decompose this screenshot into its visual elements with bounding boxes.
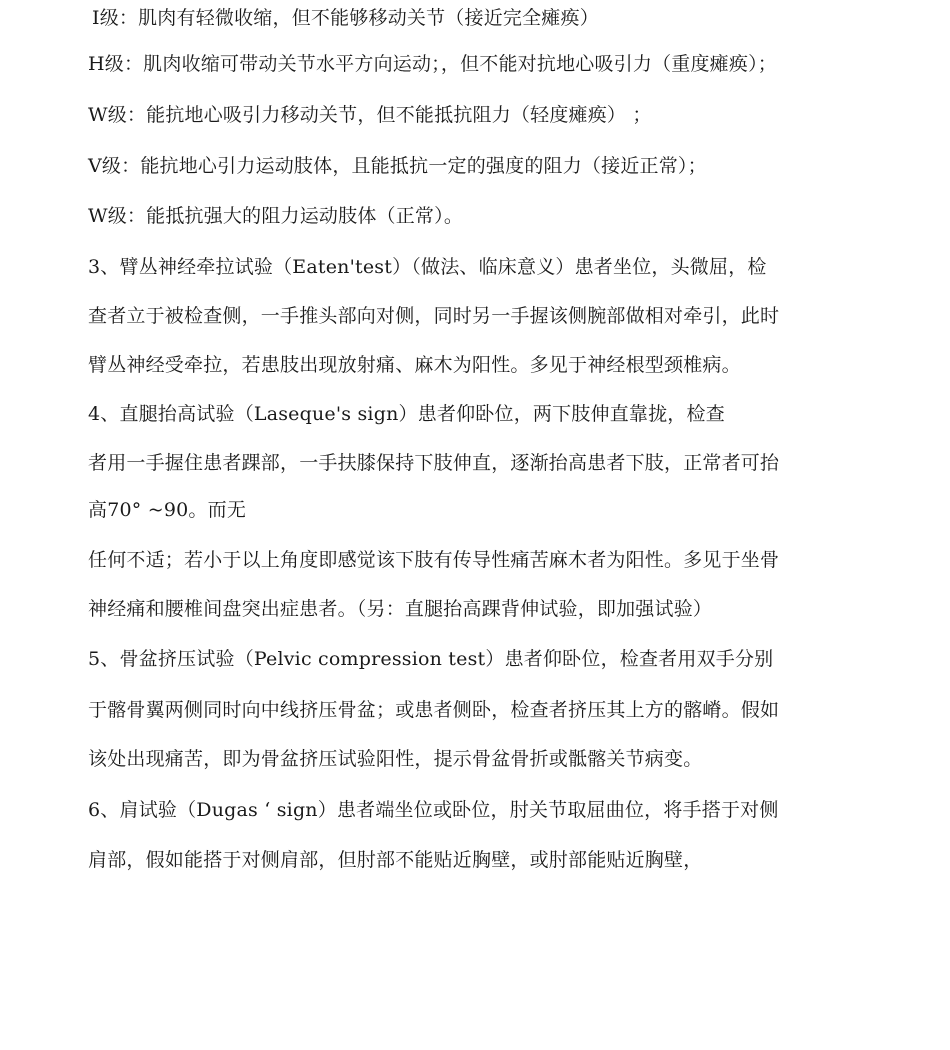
text-line-grade-1: Ⅰ级：肌肉有轻微收缩，但不能够移动关节（接近完全瘫痪）: [92, 7, 599, 29]
text-line-4b: 者用一手握住患者踝部，一手扶膝保持下肢伸直，逐渐抬高患者下肢，正常者可抬: [88, 452, 780, 474]
text-line-4a: 4、直腿抬高试验（Laseque's sign）患者仰卧位，两下肢伸直靠拢，检查: [88, 403, 725, 425]
text-line-6b: 肩部，假如能搭于对侧肩部，但肘部不能贴近胸壁，或肘部能贴近胸壁，: [88, 849, 703, 871]
text-line-grade-5: W级：能抵抗强大的阻力运动肢体（正常）。: [88, 205, 464, 227]
text-line-4e: 神经痛和腰椎间盘突出症患者。（另：直腿抬高踝背伸试验，即加强试验）: [88, 598, 713, 620]
text-line-5a: 5、骨盆挤压试验（Pelvic compression test）患者仰卧位，检查者用双手分别: [88, 648, 774, 670]
text-line-3a: 3、臂丛神经牵拉试验（Eaten'test）（做法、临床意义）患者坐位，头微屈，检: [88, 256, 767, 278]
text-line-4c: 高70° ~90。而无: [88, 499, 247, 521]
text-line-grade-2: H级：肌肉收缩可带动关节水平方向运动；，但不能对抗地心吸引力（重度瘫痪）；: [88, 53, 777, 75]
text-line-grade-3: W级：能抗地心吸引力移动关节，但不能抵抗阻力（轻度瘫痪） ；: [88, 104, 652, 126]
text-line-5c: 该处出现痛苦，即为骨盆挤压试验阳性，提示骨盆骨折或骶髂关节病变。: [88, 748, 703, 770]
text-line-3b: 查者立于被检查侧，一手推头部向对侧，同时另一手握该侧腕部做相对牵引，此时: [88, 305, 780, 327]
text-line-grade-4: V级：能抗地心引力运动肢体，且能抵抗一定的强度的阻力（接近正常）；: [88, 155, 707, 177]
text-line-6a: 6、肩试验（Dugas ‘ sign）患者端坐位或卧位，肘关节取屈曲位，将手搭于对侧: [88, 799, 779, 821]
text-line-3c: 臂丛神经受牵拉，若患肢出现放射痛、麻木为阳性。多见于神经根型颈椎病。: [88, 354, 741, 376]
text-line-4d: 任何不适；若小于以上角度即感觉该下肢有传导性痛苦麻木者为阳性。多见于坐骨: [88, 549, 780, 571]
text-line-5b: 于髂骨翼两侧同时向中线挤压骨盆；或患者侧卧，检查者挤压其上方的髂嵴。假如: [88, 699, 780, 721]
